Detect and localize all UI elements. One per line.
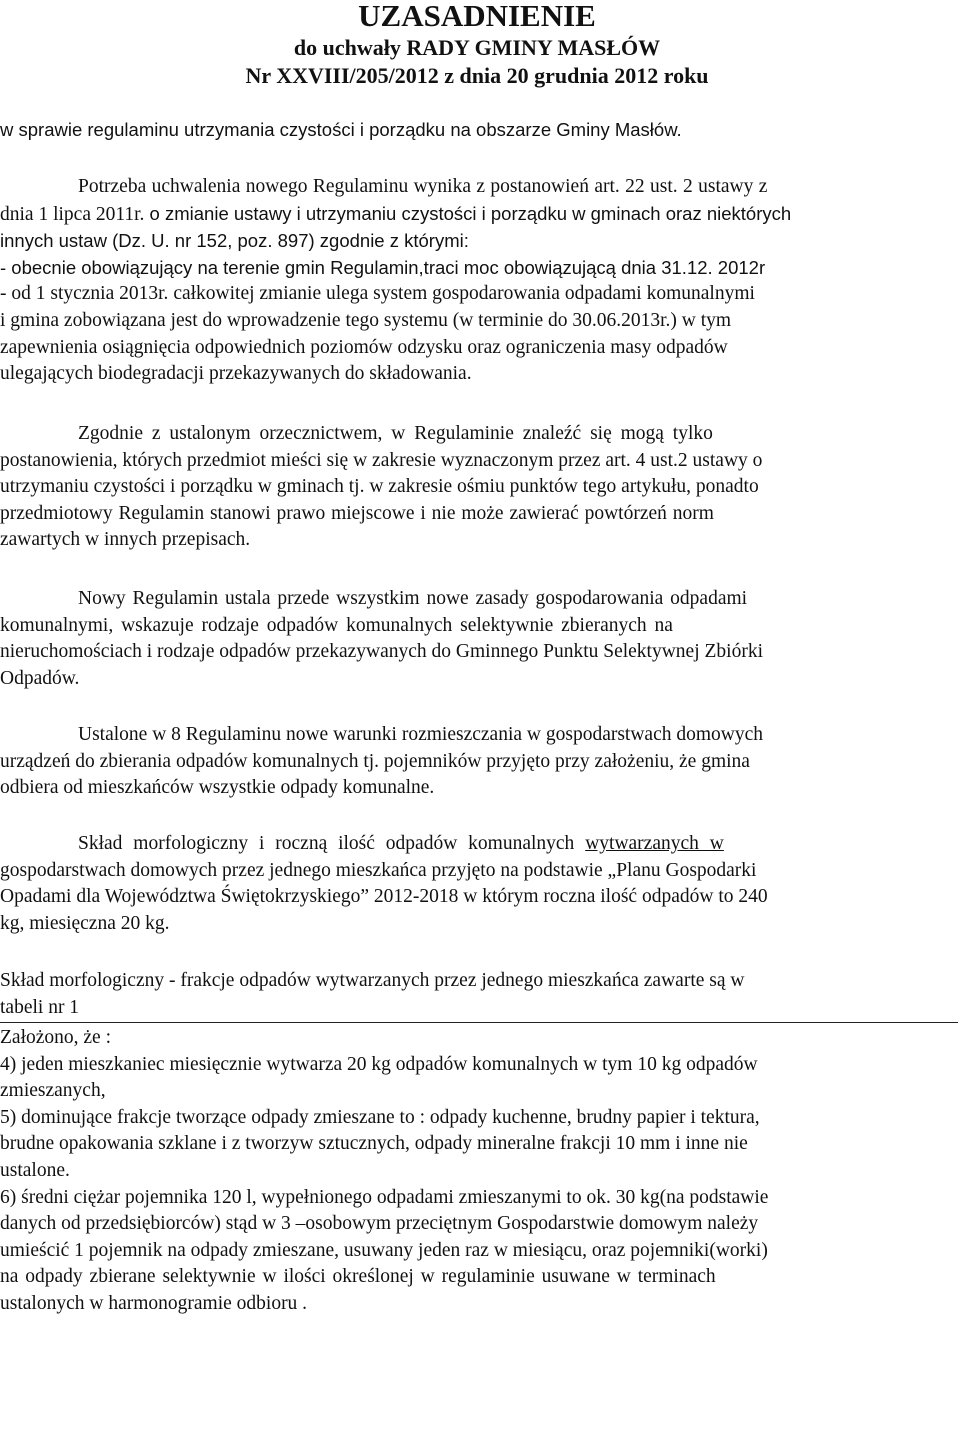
paragraph-1 xyxy=(0,174,954,388)
p6-line-2: tabeli nr 1 xyxy=(0,996,80,1018)
p4-line-3: odbiera od mieszkańców wszystkie odpady komunalne. xyxy=(0,777,435,799)
p1-line-5a: - od 1 stycznia 2013r. xyxy=(0,283,169,305)
p2-line-3 xyxy=(0,474,954,501)
resolution-name: do uchwały RADY GMINY MASŁÓW xyxy=(293,35,661,60)
p4-line-2: urządzeń do zbierania odpadów komunalnych tj. pojemników przyjęto przy założeniu, że gmina xyxy=(0,750,750,772)
p1-line-6a: i gmina zobowiązana jest do wprowadzenie tego systemu (w terminie do 30.06.2013r.) xyxy=(0,309,677,331)
p1-line-2 xyxy=(0,201,954,229)
p7-line-5: brudne opakowania szklane i z tworzyw sztucznych, odpady mineralne frakcji 10 mm i inne nie xyxy=(0,1133,748,1155)
document-title: UZASADNIENIE xyxy=(358,0,596,33)
document-header xyxy=(0,0,954,90)
paragraph-2 xyxy=(0,421,954,554)
paragraph-6 xyxy=(0,968,954,1021)
p1-line-4: - obecnie obowiązujący na terenie gmin Regulamin,traci moc obowiązującą dnia 31.12. 2012r xyxy=(0,256,766,278)
subject-line xyxy=(0,117,954,144)
p7-line-3: zmieszanych, xyxy=(0,1080,106,1102)
p3-line-2: komunalnymi, wskazuje rodzaje odpadów komunalnych selektywnie zbieranych na xyxy=(0,614,673,636)
p1-line-2a: dnia 1 lipca 2011r. xyxy=(0,203,145,225)
p5-line-3: Opadami dla Województwa Świętokrzyskiego” 2012-2018 w którym roczna ilość odpadów to 240 xyxy=(0,886,768,908)
horizontal-rule xyxy=(0,1022,958,1023)
p6-line-1: Skład morfologiczny - frakcje odpadów wytwarzanych przez jednego mieszkańca zawarte są w xyxy=(0,970,745,991)
paragraph-7 xyxy=(0,1025,954,1318)
p7-line-9: umieścić 1 pojemnik na odpady zmieszane, usuwany jeden raz w miesiącu, oraz pojemniki(worki) xyxy=(0,1239,768,1261)
p1-line-6 xyxy=(0,308,954,335)
p7-line-4: 5) dominujące frakcje tworzące odpady zmieszane to : odpady kuchenne, brudny papier i tektura, xyxy=(0,1106,760,1128)
p1-line-8: ulegających biodegradacji przekazywanych do składowania. xyxy=(0,363,472,385)
p5-line-2: gospodarstwach domowych przez jednego mieszkańca przyjęto na podstawie „Planu Gospodarki xyxy=(0,859,757,881)
paragraph-4 xyxy=(0,722,954,802)
paragraph-3 xyxy=(0,586,954,692)
p2-line-2: postanowienia, których przedmiot mieści się w zakresie wyznaczonym przez art. 4 ust.2 ustawy o xyxy=(0,449,763,471)
paragraph-5 xyxy=(0,831,954,937)
p1-line-3b: 897) zgodnie z którymi: xyxy=(272,230,469,252)
p1-line-3a: innych ustaw (Dz. U. nr 152, poz. xyxy=(0,230,273,252)
p2-line-3a: utrzymaniu czystości i porządku w gminach tj. xyxy=(0,476,365,498)
p7-line-7a: 6) średni ciężar pojemnika 120 l, wypełnionego odpadami zmieszanymi to ok. xyxy=(0,1186,611,1208)
p2-line-1: Zgodnie z ustalonym orzecznictwem, w Regulaminie znaleźć się mogą tylko xyxy=(78,423,713,444)
p7-line-7b: 30 kg(na podstawie xyxy=(610,1186,769,1208)
resolution-number: Nr XXVIII/205/2012 z dnia 20 grudnia 2012 roku xyxy=(245,63,709,88)
p1-line-2b: o zmianie ustawy i utrzymaniu czystości i porządku w gminach oraz niektórych xyxy=(144,202,792,224)
p3-line-4: Odpadów. xyxy=(0,667,80,689)
p7-line-6: ustalone. xyxy=(0,1159,70,1181)
p5-line-1-underlined: wytwarzanych w xyxy=(585,833,724,854)
p1-line-5b: całkowitej zmianie ulega system gospodarowania odpadami komunalnymi xyxy=(168,283,755,305)
p7-line-7 xyxy=(0,1185,954,1212)
p7-line-8: danych od przedsiębiorców) stąd w 3 –osobowym przeciętnym Gospodarstwie domowym należy xyxy=(0,1213,759,1235)
p1-line-3 xyxy=(0,228,954,255)
p1-line-6b: w tym xyxy=(676,309,732,331)
p4-line-1: Ustalone w 8 Regulaminu nowe warunki rozmieszczania w gospodarstwach domowych xyxy=(78,724,764,745)
p7-line-2: 4) jeden mieszkaniec miesięcznie wytwarza 20 kg odpadów komunalnych w tym 10 kg odpadów xyxy=(0,1053,758,1075)
p5-line-1a: Skład morfologiczny i roczną ilość odpadów komunalnych xyxy=(78,833,586,854)
p7-line-1: Założono, że : xyxy=(0,1027,111,1048)
subject-text: w sprawie regulaminu utrzymania czystości i porządku na obszarze Gminy Masłów. xyxy=(0,119,682,140)
p2-line-3b: w zakresie ośmiu punktów tego artykułu, ponadto xyxy=(364,476,759,498)
p2-line-4: przedmiotowy Regulamin stanowi prawo miejscowe i nie może zawierać powtórzeń norm xyxy=(0,502,714,524)
p5-line-1 xyxy=(0,831,954,858)
p3-line-3: nieruchomościach i rodzaje odpadów przekazywanych do Gminnego Punktu Selektywnej Zbiórki xyxy=(0,641,763,663)
p5-line-4: kg, miesięczna 20 kg. xyxy=(0,912,170,934)
p2-line-5: zawartych w innych przepisach. xyxy=(0,529,251,551)
p7-line-11: ustalonych w harmonogramie odbioru . xyxy=(0,1292,308,1314)
p1-line-5 xyxy=(0,281,954,308)
p7-line-10: na odpady zbierane selektywnie w ilości określonej w regulaminie usuwane w terminach xyxy=(0,1266,716,1288)
p1-line-1: Potrzeba uchwalenia nowego Regulaminu wynika z postanowień art. 22 ust. 2 ustawy z xyxy=(78,176,768,197)
p3-line-1: Nowy Regulamin ustala przede wszystkim nowe zasady gospodarowania odpadami xyxy=(78,588,748,609)
p1-line-7: zapewnienia osiągnięcia odpowiednich poziomów odzysku oraz ograniczenia masy odpadów xyxy=(0,336,728,358)
